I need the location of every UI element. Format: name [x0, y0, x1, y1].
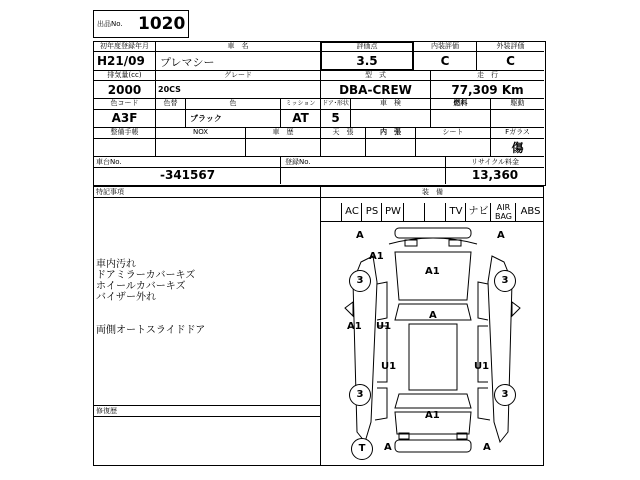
equipment-tv: TV	[445, 203, 466, 221]
damage-mark: A	[384, 442, 392, 453]
damage-mark: A	[356, 230, 364, 241]
color-label: 色	[229, 99, 237, 107]
mission-label: ミッション	[285, 100, 316, 107]
colorno-label: 色替	[163, 99, 178, 107]
color-value: ブラック	[190, 114, 222, 123]
equipment-abs: ABS	[515, 203, 545, 221]
damage-mark: A1	[425, 266, 440, 277]
manual-label: 整備手帳	[110, 128, 139, 136]
km-value: 77,309 Km	[451, 83, 524, 97]
damage-mark: A1	[425, 410, 440, 421]
door-label: ドア･形状	[322, 100, 349, 107]
ceiling-label: 天 張	[332, 128, 354, 136]
drive-label: 駆動	[510, 99, 525, 107]
damage-mark: A1	[369, 251, 384, 262]
lot-label: 出品No.	[97, 20, 123, 28]
equipment-pw: PW	[381, 203, 404, 221]
fglass-value: 傷	[511, 141, 524, 155]
damage-mark: 3	[349, 270, 371, 292]
colorcode-label: 色コード	[110, 99, 139, 107]
equipment-ps: PS	[361, 203, 382, 221]
recycle-value: 13,360	[471, 168, 519, 182]
sheet-label: シート	[442, 128, 464, 136]
cc-value: 2000	[107, 83, 142, 97]
damage-mark: U1	[381, 361, 397, 372]
inspection-label: 車 検	[380, 99, 401, 107]
damage-mark: 3	[494, 384, 516, 406]
damage-mark: T	[351, 438, 373, 460]
cc-label: 排気量(cc)	[107, 71, 142, 79]
equipment-ac: AC	[341, 203, 362, 221]
equipment-blank-1	[403, 203, 425, 221]
exterior-label: 外装評価	[496, 42, 525, 50]
note-line: ドアミラーカバーキズ	[96, 270, 196, 281]
nox-label: NOX	[192, 128, 209, 136]
damage-mark: 3	[494, 270, 516, 292]
damage-mark: U1	[376, 321, 392, 332]
car-damage-diagram	[321, 222, 544, 466]
chassis-label: 車台No.	[96, 158, 122, 166]
history-label: 車 歴	[272, 128, 294, 136]
equipment-airbag: AIR BAG	[490, 203, 516, 221]
grade-label: グレード	[224, 71, 252, 79]
name-label: 車 名	[227, 42, 249, 50]
reg-label: 登録No.	[285, 158, 311, 166]
model-label: 型 式	[365, 71, 386, 79]
note-line: 車内汚れ	[96, 259, 136, 270]
mission-value: AT	[292, 111, 309, 125]
fglass-label: Fガラス	[505, 128, 530, 136]
damage-mark: 3	[349, 384, 371, 406]
grade-value: 20CS	[158, 85, 181, 94]
damage-mark: A	[483, 442, 491, 453]
repair-label: 修復歴	[96, 407, 117, 415]
score-label: 評価点	[356, 42, 378, 50]
year-value: H21/09	[97, 54, 145, 68]
upholstery-label: 内 張	[380, 128, 401, 136]
year-label: 初年度登録年月	[100, 42, 149, 50]
fuel-label: 燃料	[453, 99, 468, 107]
damage-mark: A	[429, 310, 437, 321]
exterior-value: C	[506, 54, 515, 68]
note-line: バイザー外れ	[96, 292, 156, 303]
note-line: ホイールカバーキズ	[96, 281, 186, 292]
damage-mark: A1	[347, 321, 362, 332]
name-value: プレマシー	[160, 56, 215, 69]
notes-label: 特記事項	[96, 188, 124, 196]
door-value: 5	[331, 111, 340, 125]
lot-number: 1020	[138, 14, 186, 34]
km-label: 走 行	[477, 71, 498, 79]
equipment-label: 装 備	[422, 188, 443, 196]
recycle-label: リサイクル料金	[470, 158, 520, 166]
note-line: 両側オートスライドドア	[96, 325, 206, 336]
interior-label: 内装評価	[431, 42, 459, 50]
lot-box	[93, 10, 189, 38]
interior-value: C	[440, 54, 450, 68]
model-value: DBA-CREW	[339, 83, 412, 97]
equipment-navi: ナビ	[465, 203, 491, 221]
colorcode-value: A3F	[111, 111, 138, 125]
damage-mark: A	[497, 230, 505, 241]
chassis-value: -341567	[160, 168, 216, 182]
damage-mark: U1	[474, 361, 490, 372]
score-value: 3.5	[356, 54, 378, 68]
